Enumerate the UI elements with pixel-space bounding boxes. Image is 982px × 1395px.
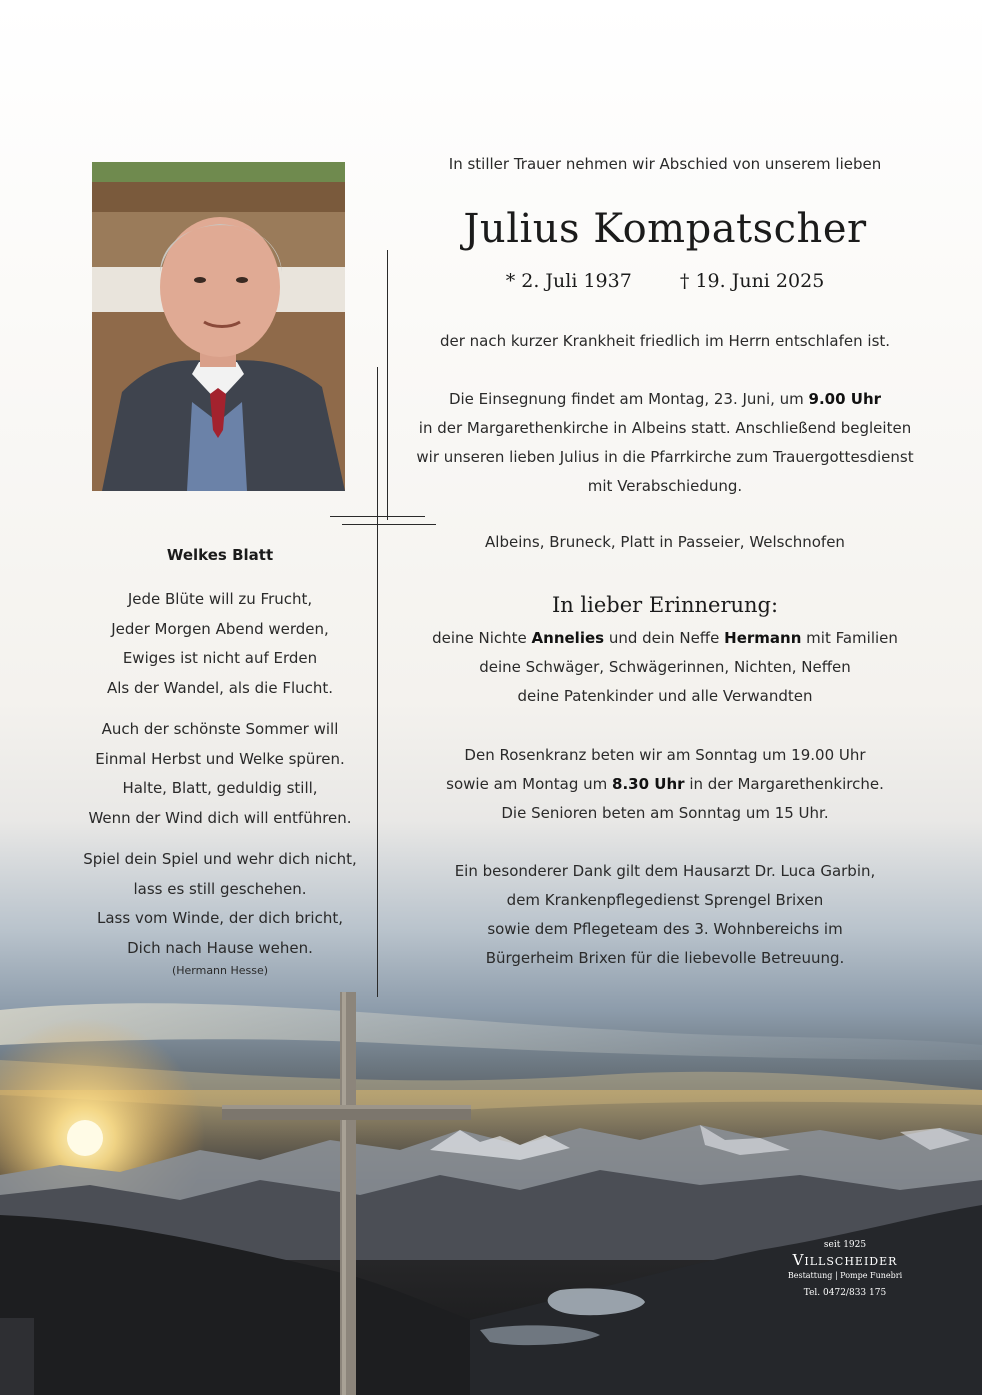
birth-date: * 2. Juli 1937	[505, 270, 632, 292]
poem-stanza-2	[70, 715, 370, 833]
funeral-home-logo	[760, 1240, 930, 1304]
mourners-line: deine Patenkinder und alle Verwandten	[517, 687, 813, 705]
deceased-name: Julius Kompatscher	[463, 206, 867, 252]
divider-cross-horizontal-lower	[342, 524, 436, 525]
blessing-block	[410, 385, 920, 501]
poem-line: Halte, Blatt, geduldig still,	[122, 779, 318, 797]
blessing-line: mit Verabschiedung.	[587, 477, 743, 495]
blessing-time: 9.00 Uhr	[808, 390, 882, 408]
thanks-block	[410, 857, 920, 973]
logo-brand: Villscheider	[792, 1251, 898, 1269]
logo-subtitle: Bestattung | Pompe Funebri	[787, 1271, 903, 1280]
blessing-line: in der Margarethenkirche in Albeins statt. Anschließend begleiten	[418, 419, 912, 437]
poem-stanza-1	[70, 585, 370, 703]
rosary-line: Den Rosenkranz beten wir am Sonntag um 19.00 Uhr	[464, 746, 866, 764]
poem-line: Einmal Herbst und Welke spüren.	[95, 749, 345, 768]
portrait-illustration	[92, 162, 345, 491]
poem-line: Als der Wandel, als die Flucht.	[106, 678, 334, 697]
poem-line: Dich nach Hause wehen.	[127, 938, 313, 957]
thanks-line: sowie dem Pflegeteam des 3. Wohnbereichs im	[487, 920, 843, 938]
rosary-line: sowie am Montag um 8.30 Uhr in der Margarethenkirche.	[446, 775, 884, 793]
poem-line: Ewiges ist nicht auf Erden	[122, 649, 318, 667]
rosary-block	[410, 741, 920, 828]
poem-line: Jeder Morgen Abend werden,	[111, 619, 329, 638]
death-date: † 19. Juni 2025	[679, 270, 825, 292]
sun-core	[67, 1120, 103, 1156]
poem-line: Spiel dein Spiel und wehr dich nicht,	[83, 850, 357, 868]
logo-phone: Tel. 0472/833 175	[803, 1288, 887, 1298]
poem-line: lass es still geschehen.	[133, 879, 307, 898]
mourners-line: deine Schwäger, Schwägerinnen, Nichten, Neffen	[479, 658, 851, 676]
logo-since: seit 1925	[823, 1240, 867, 1250]
thanks-line: dem Krankenpflegedienst Sprengel Brixen	[506, 891, 824, 909]
divider-cross-vertical-upper	[387, 250, 388, 520]
mourners-line: deine Nichte Annelies und dein Neffe Hermann mit Familien	[432, 629, 898, 647]
poem-stanza-3	[70, 845, 370, 963]
memory-title: In lieber Erinnerung:	[551, 593, 779, 617]
places-text: Albeins, Bruneck, Platt in Passeier, Welschnofen	[485, 533, 845, 551]
poem-title: Welkes Blatt	[166, 546, 274, 564]
intro-text: In stiller Trauer nehmen wir Abschied von unserem lieben	[448, 155, 882, 173]
thanks-line: Ein besonderer Dank gilt dem Hausarzt Dr. Luca Garbin,	[454, 862, 876, 880]
poem-line: Auch der schönste Sommer will	[101, 720, 339, 738]
blessing-line: Die Einsegnung findet am Montag, 23. Juni, um 9.00 Uhr	[448, 390, 882, 408]
poem-line: Wenn der Wind dich will entführen.	[88, 808, 352, 827]
poem-line: Lass vom Winde, der dich bricht,	[97, 909, 343, 927]
poem-line: Jede Blüte will zu Frucht,	[127, 590, 313, 608]
blessing-line: wir unseren lieben Julius in die Pfarrkirche zum Trauergottesdienst	[416, 448, 914, 466]
portrait-photo	[92, 162, 345, 491]
thanks-line: Bürgerheim Brixen für die liebevolle Betreuung.	[485, 949, 845, 967]
divider-cross-vertical-long	[377, 367, 378, 997]
divider-cross-horizontal-upper	[330, 516, 425, 517]
poem-author: (Hermann Hesse)	[171, 964, 269, 977]
passing-text: der nach kurzer Krankheit friedlich im Herrn entschlafen ist.	[439, 332, 891, 350]
mourners-block	[410, 624, 920, 711]
foreground-post	[0, 1318, 34, 1395]
rosary-line: Die Senioren beten am Sonntag um 15 Uhr.	[501, 804, 829, 822]
dates	[420, 270, 910, 292]
